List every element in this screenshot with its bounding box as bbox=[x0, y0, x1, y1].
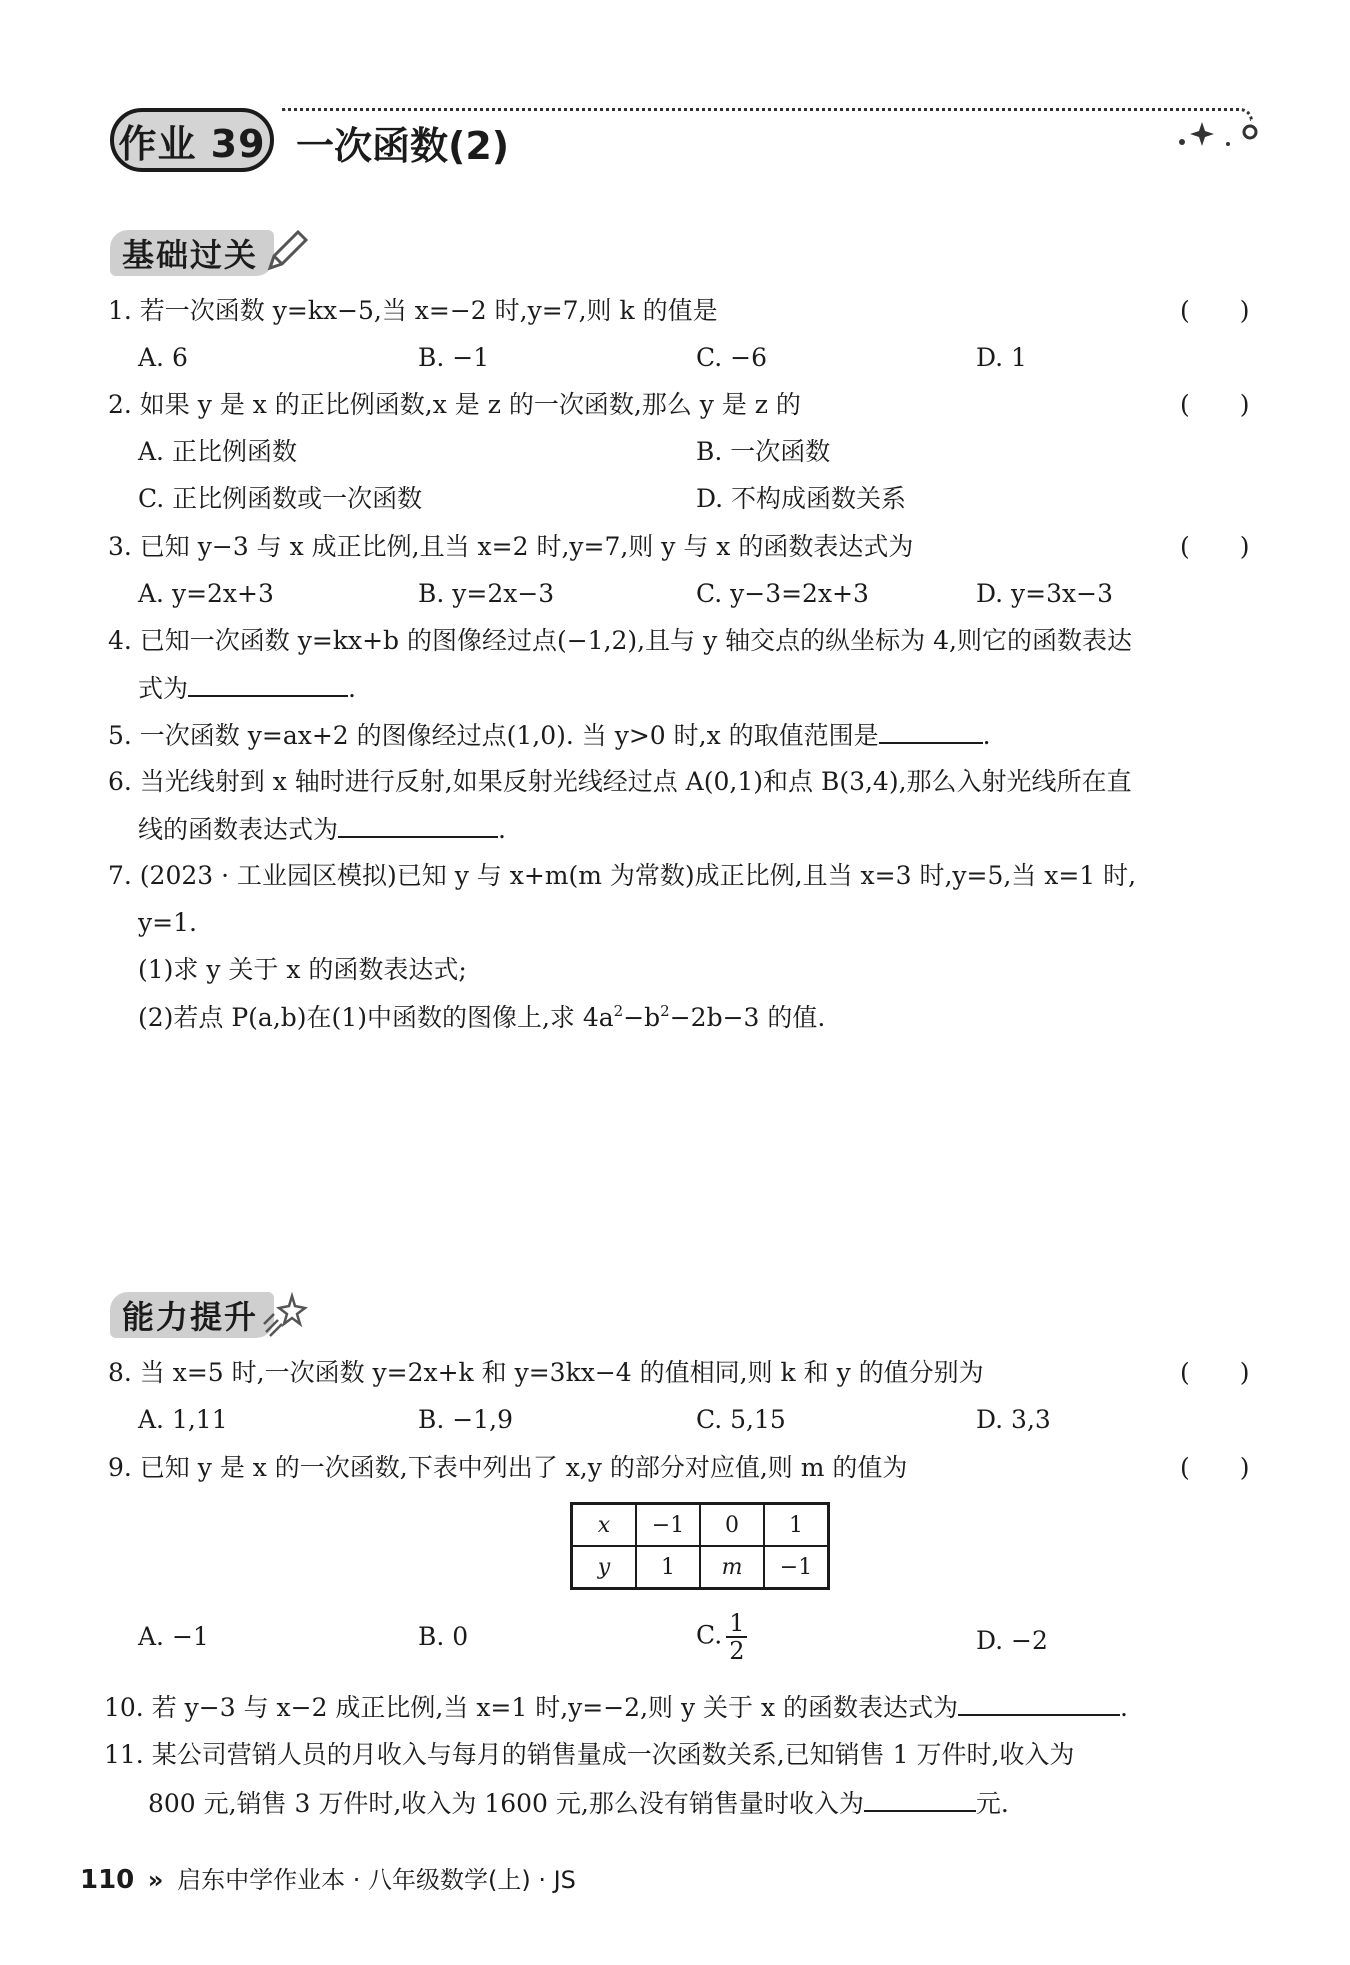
question-2-stem: 2. 如果 y 是 x 的正比例函数,x 是 z 的一次函数,那么 y 是 z 的 bbox=[108, 390, 801, 419]
period: . bbox=[1120, 1693, 1128, 1722]
page-title: 一次函数(2) bbox=[296, 124, 510, 168]
table-cell: −1 bbox=[636, 1504, 700, 1547]
option-d: D. 不构成函数关系 bbox=[696, 484, 907, 513]
option-d: D. −2 bbox=[976, 1626, 1048, 1655]
option-d: D. 3,3 bbox=[976, 1405, 1051, 1434]
fraction-numerator: 1 bbox=[726, 1610, 747, 1638]
question-7-sub2-text: −b bbox=[623, 1003, 661, 1032]
option-c bbox=[696, 1610, 747, 1664]
question-9-stem: 9. 已知 y 是 x 的一次函数,下表中列出了 x,y 的部分对应值,则 m 的值为 bbox=[108, 1453, 908, 1482]
option-c: C. 正比例函数或一次函数 bbox=[138, 484, 423, 513]
question-10 bbox=[104, 1690, 1128, 1725]
question-5-text: 5. 一次函数 y=ax+2 的图像经过点(1,0). 当 y>0 时,x 的取值范围是 bbox=[108, 721, 879, 750]
question-6-line2 bbox=[138, 812, 506, 847]
option-d: D. 1 bbox=[976, 343, 1027, 372]
table-cell: 1 bbox=[764, 1504, 829, 1547]
answer-blank[interactable] bbox=[188, 671, 348, 697]
question-7-line2: y=1. bbox=[138, 908, 197, 937]
question-7-sub2-text: −2b−3 的值. bbox=[669, 1003, 826, 1032]
option-b: B. 0 bbox=[418, 1622, 469, 1651]
table-cell-text: m bbox=[721, 1554, 743, 1580]
book-title: 启东中学作业本 · 八年级数学(上) · JS bbox=[177, 1866, 576, 1894]
question-11-line2 bbox=[148, 1786, 1009, 1821]
option-d: D. y=3x−3 bbox=[976, 579, 1113, 608]
table-cell bbox=[572, 1504, 637, 1547]
option-b: B. y=2x−3 bbox=[418, 579, 555, 608]
unit-text: 元. bbox=[975, 1789, 1009, 1818]
table-cell: −1 bbox=[764, 1546, 829, 1589]
chevron-right-icon: » bbox=[147, 1866, 164, 1894]
answer-paren: ( ) bbox=[1180, 1453, 1250, 1482]
section-tag-basic: 基础过关 bbox=[110, 230, 274, 276]
question-8-stem: 8. 当 x=5 时,一次函数 y=2x+k 和 y=3kx−4 的值相同,则 k 和 y 的值分别为 bbox=[108, 1358, 984, 1387]
question-6-line1: 6. 当光线射到 x 轴时进行反射,如果反射光线经过点 A(0,1)和点 B(3,4),那么入射光线所在直 bbox=[108, 767, 1132, 796]
option-c: C. −6 bbox=[696, 343, 767, 372]
option-a: A. 1,11 bbox=[138, 1405, 228, 1434]
question-1-stem: 1. 若一次函数 y=kx−5,当 x=−2 时,y=7,则 k 的值是 bbox=[108, 296, 718, 325]
option-b: B. −1,9 bbox=[418, 1405, 513, 1434]
question-11-line1: 11. 某公司营销人员的月收入与每月的销售量成一次函数关系,已知销售 1 万件时,收入为 bbox=[104, 1740, 1075, 1769]
section-tag-advanced: 能力提升 bbox=[110, 1292, 274, 1338]
answer-paren: ( ) bbox=[1180, 390, 1250, 419]
period: . bbox=[348, 674, 356, 703]
sparkle-decoration-icon bbox=[1176, 116, 1266, 152]
fraction bbox=[726, 1610, 747, 1664]
answer-paren: ( ) bbox=[1180, 1358, 1250, 1387]
table-cell: 1 bbox=[636, 1546, 700, 1589]
star-burst-icon bbox=[262, 1290, 310, 1338]
question-7-line1: 7. (2023 · 工业园区模拟)已知 y 与 x+m(m 为常数)成正比例,且当 x=3 时,y=5,当 x=1 时, bbox=[108, 861, 1137, 890]
option-c-label: C. bbox=[696, 1620, 723, 1650]
fraction-denominator: 2 bbox=[729, 1637, 745, 1665]
question-7-sub2 bbox=[138, 1001, 825, 1035]
value-table bbox=[570, 1502, 830, 1590]
table-cell bbox=[572, 1546, 637, 1589]
answer-blank[interactable] bbox=[879, 718, 983, 744]
option-b: B. 一次函数 bbox=[696, 437, 831, 466]
answer-blank[interactable] bbox=[338, 812, 498, 838]
option-b: B. −1 bbox=[418, 343, 490, 372]
question-7-sub1: (1)求 y 关于 x 的函数表达式; bbox=[138, 955, 467, 984]
homework-number-badge: 作业 39 bbox=[110, 108, 274, 172]
option-a: A. −1 bbox=[138, 1622, 209, 1651]
period: . bbox=[982, 721, 991, 750]
exponent: 2 bbox=[613, 1002, 624, 1020]
question-5 bbox=[108, 718, 991, 753]
table-row bbox=[572, 1546, 829, 1589]
page-footer bbox=[80, 1860, 576, 1895]
answer-paren: ( ) bbox=[1180, 296, 1250, 325]
table-cell: 0 bbox=[700, 1504, 764, 1547]
answer-paren: ( ) bbox=[1180, 532, 1250, 561]
answer-blank[interactable] bbox=[864, 1786, 976, 1812]
table-row bbox=[572, 1504, 829, 1547]
exponent: 2 bbox=[660, 1002, 670, 1020]
question-4-text: 式为 bbox=[138, 674, 189, 703]
table-cell bbox=[700, 1546, 764, 1589]
pencil-icon bbox=[262, 228, 310, 276]
option-a: A. 正比例函数 bbox=[138, 437, 297, 466]
question-4-line1: 4. 已知一次函数 y=kx+b 的图像经过点(−1,2),且与 y 轴交点的纵坐标为 4,则它的函数表达 bbox=[108, 626, 1132, 655]
table-cell-text: y bbox=[597, 1554, 611, 1580]
table-cell-text: x bbox=[597, 1512, 611, 1538]
option-a: A. y=2x+3 bbox=[138, 579, 274, 608]
question-6-text: 线的函数表达式为 bbox=[138, 815, 339, 844]
option-c: C. 5,15 bbox=[696, 1405, 786, 1434]
period: . bbox=[498, 815, 506, 844]
question-4-line2 bbox=[138, 671, 356, 706]
question-10-text: 10. 若 y−3 与 x−2 成正比例,当 x=1 时,y=−2,则 y 关于 x 的函数表达式为 bbox=[104, 1693, 959, 1722]
answer-blank[interactable] bbox=[958, 1690, 1120, 1716]
option-c: C. y−3=2x+3 bbox=[696, 579, 869, 608]
question-3-stem: 3. 已知 y−3 与 x 成正比例,且当 x=2 时,y=7,则 y 与 x 的函数表达式为 bbox=[108, 532, 914, 561]
question-7-sub2-text: (2)若点 P(a,b)在(1)中函数的图像上,求 4a bbox=[138, 1003, 614, 1032]
option-a: A. 6 bbox=[138, 343, 188, 372]
page-number: 110 bbox=[80, 1865, 135, 1895]
question-11-text: 800 元,销售 3 万件时,收入为 1600 元,那么没有销售量时收入为 bbox=[148, 1789, 864, 1818]
